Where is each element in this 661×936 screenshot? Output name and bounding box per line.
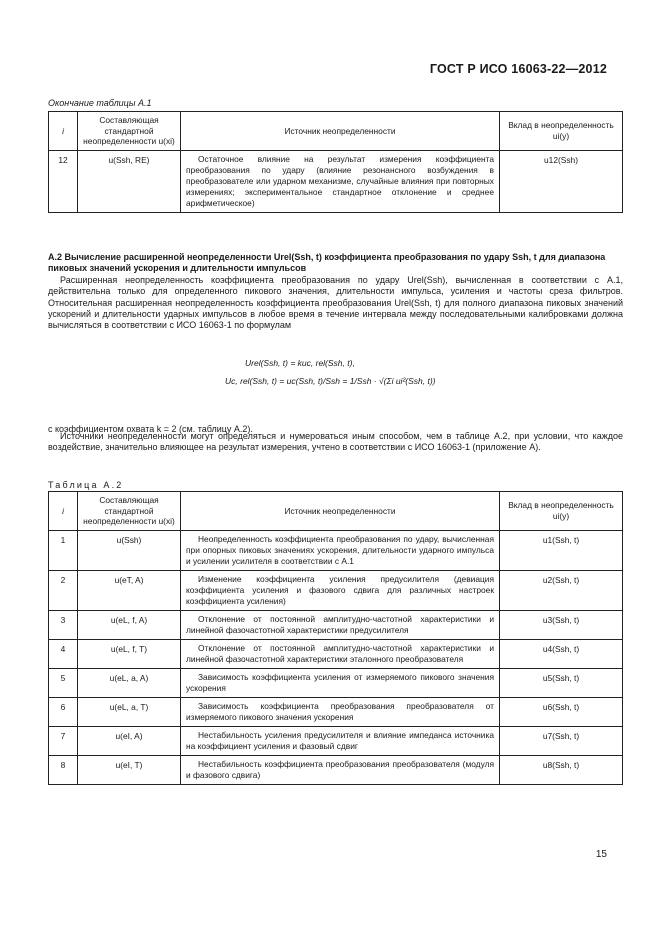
table-row [49, 570, 623, 610]
cell-u: u(eI, A) [78, 726, 181, 755]
formula-1: Urel(Ssh, t) = kuc, rel(Ssh, t), [245, 358, 355, 368]
paragraph-2: с коэффициентом охвата k = 2 (см. таблицу А.2). [48, 424, 253, 434]
table-row [49, 726, 623, 755]
cell-source: Отклонение от постоянной амплитудно-частотной характеристики и линейной фазочастотной характеристики эталонного преобразователя [181, 639, 500, 668]
table1-caption: Окончание таблицы А.1 [48, 98, 152, 108]
header-contrib: Вклад в неопределенность ui(y) [500, 492, 623, 531]
paragraph-3: Источники неопределенности могут определяться и нумероваться иным способом, чем в таблице А.2, при условии, что каждое воздействие, значительно влияющее на результат измерения, учтено в соответствии с ИСО 16063-1 (приложение А). [48, 431, 623, 453]
cell-i: 8 [49, 755, 78, 784]
table-row [49, 755, 623, 784]
cell-source: Изменение коэффициента усиления предусилителя (девиация коэффициента усиления и фазового сдвига для различных настроек коэффициента усиления) [181, 570, 500, 610]
cell-i: 6 [49, 697, 78, 726]
cell-source: Отклонение от постоянной амплитудно-частотной характеристики и линейной фазочастотной характеристики предусилителя [181, 610, 500, 639]
table-row [49, 530, 623, 570]
table-row [49, 150, 623, 212]
cell-contrib: u1(Ssh, t) [500, 530, 623, 570]
cell-i: 12 [49, 150, 78, 212]
page-number: 15 [595, 849, 607, 860]
cell-u: u(Ssh) [78, 530, 181, 570]
cell-contrib: u7(Ssh, t) [500, 726, 623, 755]
header-u: Составляющая стандартной неопределенности u(xi) [78, 112, 181, 151]
header-i: i [49, 492, 78, 531]
header-contrib: Вклад в неопределенность ui(y) [500, 112, 623, 151]
cell-contrib: u4(Ssh, t) [500, 639, 623, 668]
cell-source: Остаточное влияние на результат измерения коэффициента преобразования по удару (влияние резонансного возбуждения в преобразователе или ударном механизме, случайные влияния при повторных измерениях; экспериментальное стандартное отклонение и среднее арифметическое) [181, 150, 500, 212]
cell-i: 7 [49, 726, 78, 755]
cell-u: u(eI, T) [78, 755, 181, 784]
cell-contrib: u12(Ssh) [500, 150, 623, 212]
cell-u: u(eT, A) [78, 570, 181, 610]
document-header: ГОСТ Р ИСО 16063-22—2012 [429, 62, 607, 76]
cell-source: Зависимость коэффициента усиления от измеряемого пикового значения ускорения [181, 668, 500, 697]
cell-i: 4 [49, 639, 78, 668]
header-i: i [49, 112, 78, 151]
cell-i: 3 [49, 610, 78, 639]
cell-u: u(eL, a, A) [78, 668, 181, 697]
section-heading: А.2 Вычисление расширенной неопределенности Urel(Ssh, t) коэффициента преобразования по удару Ssh, t для диапазона пиковых значений ускорения и длительности импульсов [48, 252, 606, 274]
cell-contrib: u5(Ssh, t) [500, 668, 623, 697]
table-row [49, 610, 623, 639]
cell-u: u(Ssh, RE) [78, 150, 181, 212]
cell-i: 5 [49, 668, 78, 697]
cell-u: u(eL, f, T) [78, 639, 181, 668]
cell-source: Неопределенность коэффициента преобразования по удару, вычисленная при опорных пиковых значениях ускорения, длительности ударного импульса и усилении усилителя в соответствии с А.1 [181, 530, 500, 570]
cell-source: Нестабильность усиления предусилителя и влияние импеданса источника на коэффициент усиления и фазовый сдвиг [181, 726, 500, 755]
table-a2 [48, 491, 623, 785]
table-row [49, 668, 623, 697]
table-header-row [49, 112, 623, 151]
cell-i: 2 [49, 570, 78, 610]
table2-caption: Таблица А.2 [48, 480, 124, 490]
cell-contrib: u8(Ssh, t) [500, 755, 623, 784]
cell-source: Зависимость коэффициента преобразования преобразователя от измеряемого пикового значения ускорения [181, 697, 500, 726]
table-row [49, 639, 623, 668]
cell-u: u(eL, a, T) [78, 697, 181, 726]
table-a1-end [48, 111, 623, 213]
header-u: Составляющая стандартной неопределенности u(xi) [78, 492, 181, 531]
cell-contrib: u2(Ssh, t) [500, 570, 623, 610]
cell-contrib: u3(Ssh, t) [500, 610, 623, 639]
formula-2: Uc, rel(Ssh, t) = uc(Ssh, t)/Ssh = 1/Ssh · √(Σi ui²(Ssh, t)) [225, 376, 436, 386]
header-source: Источник неопределенности [181, 492, 500, 531]
cell-i: 1 [49, 530, 78, 570]
table-row [49, 697, 623, 726]
cell-contrib: u6(Ssh, t) [500, 697, 623, 726]
header-source: Источник неопределенности [181, 112, 500, 151]
cell-u: u(eL, f, A) [78, 610, 181, 639]
cell-source: Нестабильность коэффициента преобразования преобразователя (модуля и фазового сдвига) [181, 755, 500, 784]
table-header-row [49, 492, 623, 531]
paragraph-1: Расширенная неопределенность коэффициента преобразования по удару Urel(Ssh), вычисленная в соответствии с А.1, действительна только для определенного пикового значения, длительности импульса, усиления и частоты среза фильтров. Относительная расширенная неопределенность коэффициента преобразования Urel(Ssh, t) для полного диапазона пиковых значений ускорений и длительности ударных импульсов в любое время в течение интервала между последовательными калибровками должна вычисляться в соответствии с ИСО 16063-1 по формулам [48, 275, 623, 331]
